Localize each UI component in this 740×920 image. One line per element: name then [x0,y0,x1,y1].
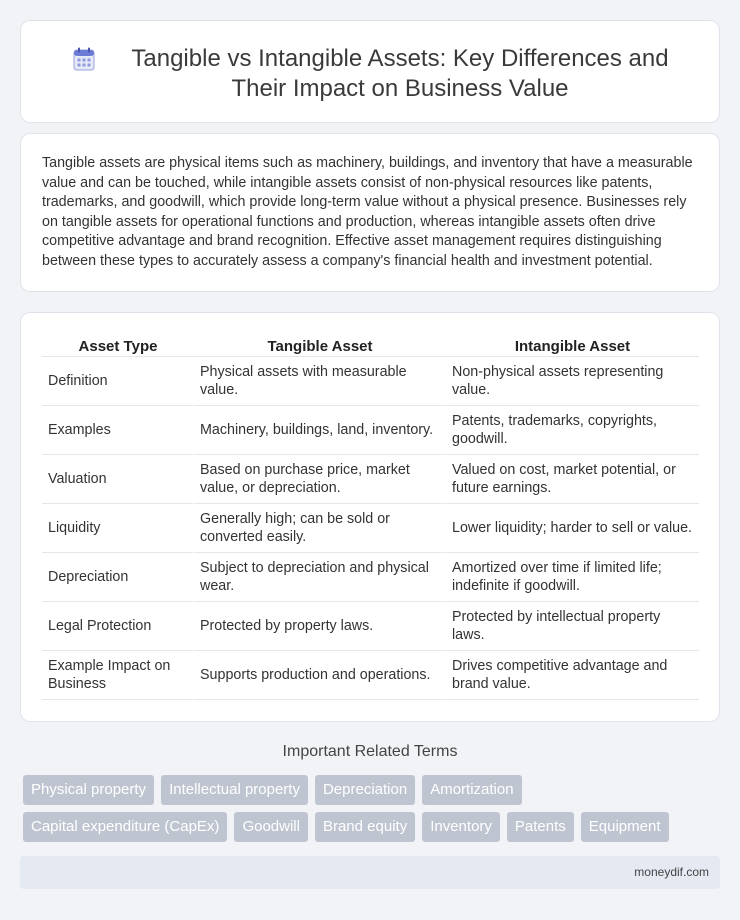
related-terms-heading: Important Related Terms [282,743,458,760]
tangible-cell: Protected by property laws. [194,602,446,651]
comparison-card [20,312,720,722]
table-header-row [42,333,699,357]
row-label: Examples [42,406,194,455]
row-label: Liquidity [42,504,194,553]
row-label: Definition [42,357,194,406]
tangible-cell: Supports production and operations. [194,651,446,700]
calendar-icon [73,47,95,71]
tag-inventory[interactable]: Inventory [422,812,500,842]
intangible-cell: Valued on cost, market potential, or future earnings. [446,455,699,504]
table-row [42,553,699,602]
tangible-cell: Physical assets with measurable value. [194,357,446,406]
intangible-cell: Lower liquidity; harder to sell or value. [446,504,699,553]
site-name[interactable]: moneydif.com [634,865,709,879]
table-row [42,455,699,504]
intangible-cell: Patents, trademarks, copyrights, goodwill. [446,406,699,455]
tangible-cell: Based on purchase price, market value, or depreciation. [194,455,446,504]
tag-depreciation[interactable]: Depreciation [315,775,415,805]
row-label: Example Impact on Business [42,651,194,700]
tag-row [23,812,723,842]
tag-patents[interactable]: Patents [507,812,574,842]
table-row [42,406,699,455]
tangible-cell: Machinery, buildings, land, inventory. [194,406,446,455]
intro-card [20,133,720,292]
table-row [42,602,699,651]
intangible-cell: Drives competitive advantage and brand value. [446,651,699,700]
title-card [20,20,720,123]
tangible-cell: Subject to depreciation and physical wear. [194,553,446,602]
row-label: Valuation [42,455,194,504]
tag-capex[interactable]: Capital expenditure (CapEx) [23,812,227,842]
footer [20,856,720,889]
tag-row [23,775,723,805]
row-label: Depreciation [42,553,194,602]
tag-amortization[interactable]: Amortization [422,775,521,805]
column-header-tangible: Tangible Asset [194,333,446,357]
intangible-cell: Protected by intellectual property laws. [446,602,699,651]
table-row [42,651,699,700]
row-label: Legal Protection [42,602,194,651]
tag-intellectual-property[interactable]: Intellectual property [161,775,308,805]
intro-paragraph: Tangible assets are physical items such as machinery, buildings, and inventory that have a measurable value and can be touched, while intangible assets consist of non-physical resources like patents, trademarks, and goodwill, which provide long-term value without a physical presence. Businesses rely on tangible assets for operational functions and production, whereas intangible assets often drive competitive advantage and brand recognition. Effective asset management requires distinguishing between these types to accurately assess a company's financial health and investment potential. [42,155,693,269]
table-row [42,357,699,406]
intangible-cell: Amortized over time if limited life; indefinite if goodwill. [446,553,699,602]
page-title: Tangible vs Intangible Assets: Key Differences and Their Impact on Business Value [131,45,669,102]
tag-physical-property[interactable]: Physical property [23,775,154,805]
column-header-asset-type: Asset Type [42,333,194,357]
related-terms-tags [23,775,723,849]
tag-goodwill[interactable]: Goodwill [234,812,308,842]
column-header-intangible: Intangible Asset [446,333,699,357]
tag-equipment[interactable]: Equipment [581,812,669,842]
tangible-cell: Generally high; can be sold or converted easily. [194,504,446,553]
table-row [42,504,699,553]
comparison-table [42,333,699,700]
tag-brand-equity[interactable]: Brand equity [315,812,415,842]
intangible-cell: Non-physical assets representing value. [446,357,699,406]
